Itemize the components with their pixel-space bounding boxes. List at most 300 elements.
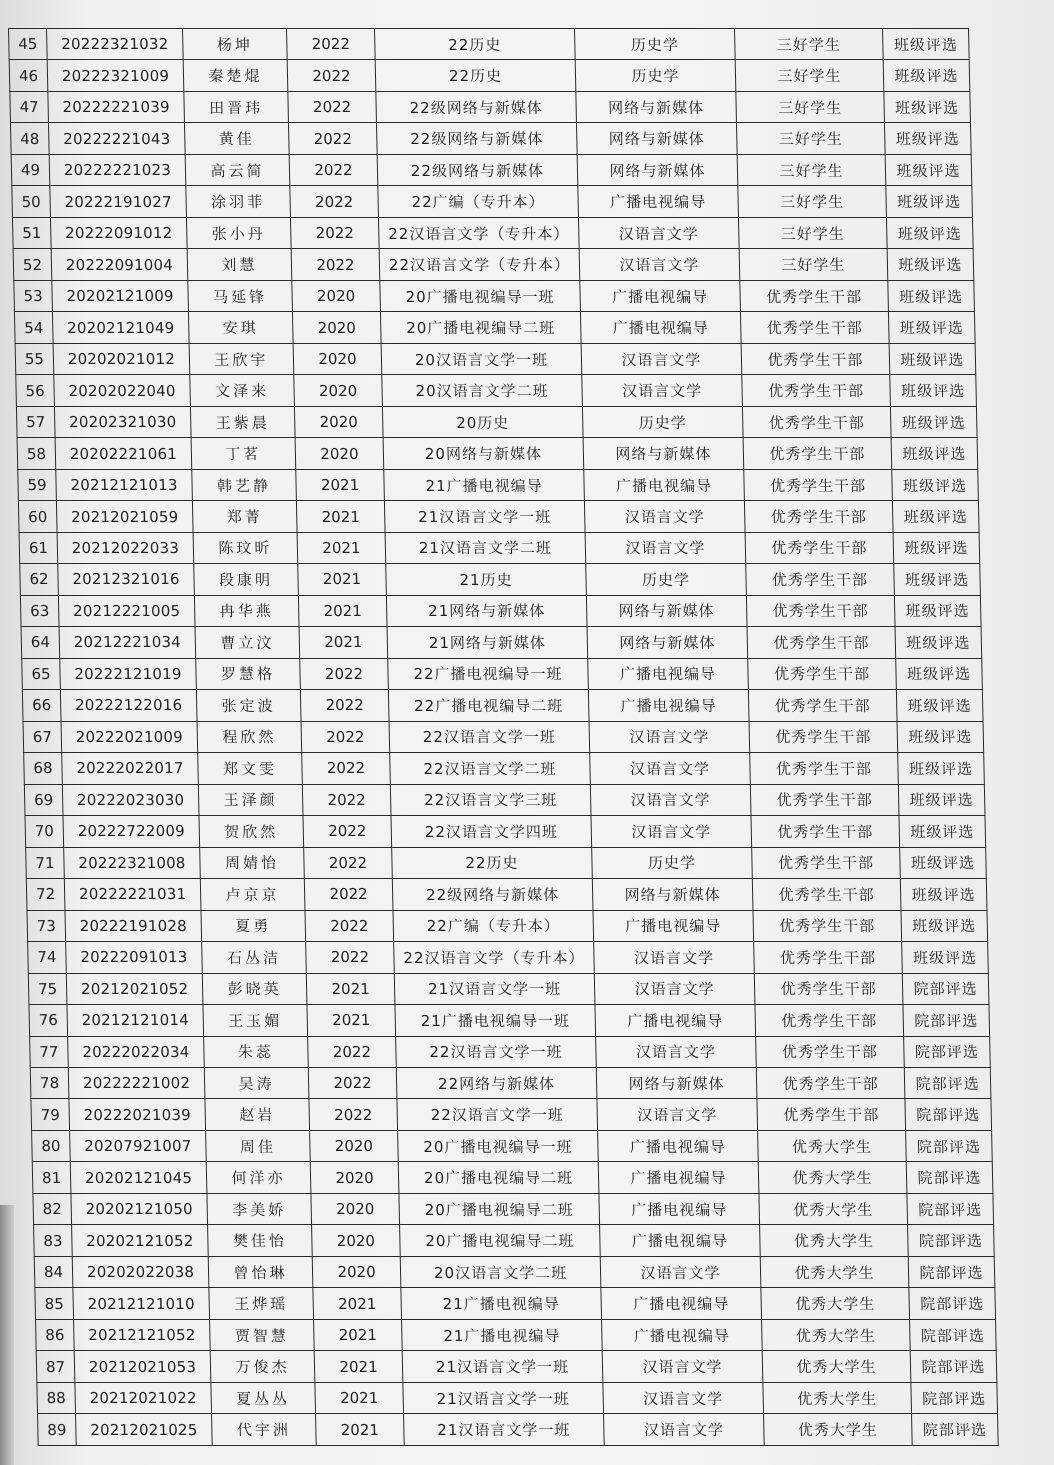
row-number-cell: 67 [23,721,62,752]
table-row [27,910,988,941]
award-title-cell: 优秀学生干部 [748,690,897,721]
row-number-cell: 65 [22,658,61,689]
class-name-cell: 21汉语言文学一班 [402,1351,603,1382]
table-row [34,1225,995,1256]
award-title-cell: 优秀大学生 [758,1162,907,1193]
table-row [22,690,983,721]
student-name-cell: 冉华燕 [194,595,299,626]
class-name-cell: 21历史 [386,564,587,595]
class-name-cell: 22历史 [392,847,593,878]
row-number-cell: 53 [14,280,53,311]
table-row [13,249,974,280]
student-name-cell: 贾智慧 [210,1319,315,1350]
selection-type-cell: 班级评选 [887,249,974,280]
award-title-cell: 优秀学生干部 [756,1067,905,1098]
student-id-cell: 20202121052 [72,1225,209,1256]
row-number-cell: 79 [31,1099,70,1130]
award-title-cell: 优秀学生干部 [754,942,903,973]
student-name-cell: 夏勇 [201,910,306,941]
page-edge-shadow [0,1205,14,1465]
table-row [9,29,970,60]
selection-type-cell: 院部评选 [912,1414,999,1446]
selection-type-cell: 班级评选 [902,942,989,973]
award-title-cell: 优秀学生干部 [750,753,899,784]
award-title-cell: 三好学生 [735,60,884,91]
table-row [26,847,987,878]
grade-year-cell: 2020 [292,280,381,311]
selection-type-cell: 班级评选 [886,186,973,217]
table-row [24,753,985,784]
class-name-cell: 20广播电视编导二班 [380,312,581,343]
award-title-cell: 优秀学生干部 [754,973,903,1004]
class-name-cell: 20汉语言文学一班 [381,343,582,374]
selection-type-cell: 班级评选 [890,375,977,406]
table-row [35,1288,996,1319]
award-title-cell: 优秀大学生 [760,1256,909,1287]
row-number-cell: 62 [20,564,59,595]
student-id-cell: 20212121014 [67,1005,204,1036]
student-id-cell: 20202221061 [55,438,192,469]
major-cell: 广播电视编导 [580,312,741,343]
class-name-cell: 22级网络与新媒体 [377,154,578,185]
class-name-cell: 22汉语言文学一班 [397,1099,598,1130]
student-id-cell: 20222122016 [60,690,197,721]
award-title-cell: 优秀学生干部 [746,564,895,595]
award-title-cell: 优秀大学生 [759,1193,908,1224]
major-cell: 广播电视编导 [600,1225,761,1256]
table-row [12,217,973,248]
class-name-cell: 21汉语言文学一班 [394,973,595,1004]
selection-type-cell: 班级评选 [897,721,984,752]
class-name-cell: 22汉语言文学四班 [391,816,592,847]
table-row [30,1067,991,1098]
row-number-cell: 84 [34,1256,73,1287]
table-row [12,186,973,217]
grade-year-cell: 2020 [293,343,382,374]
selection-type-cell: 班级评选 [898,753,985,784]
table-row [11,154,972,185]
student-id-cell: 20202321030 [54,406,191,437]
student-name-cell: 杨坤 [183,29,288,60]
student-id-cell: 20222321009 [47,60,184,91]
grade-year-cell: 2020 [294,375,383,406]
table-row [34,1256,995,1287]
selection-type-cell: 院部评选 [911,1382,998,1413]
row-number-cell: 70 [25,816,64,847]
student-name-cell: 夏丛丛 [211,1382,316,1413]
class-name-cell: 21广播电视编导 [401,1288,602,1319]
grade-year-cell: 2022 [301,721,390,752]
class-name-cell: 20广播电视编导一班 [380,280,581,311]
table-row [19,532,980,563]
selection-type-cell: 班级评选 [899,816,986,847]
student-id-cell: 20212021022 [75,1382,212,1413]
student-id-cell: 20212022033 [57,532,194,563]
table-row [20,564,981,595]
grade-year-cell: 2022 [303,816,392,847]
grade-year-cell: 2021 [314,1319,403,1350]
major-cell: 汉语言文学 [579,249,740,280]
major-cell: 汉语言文学 [594,942,755,973]
major-cell: 广播电视编导 [593,910,754,941]
row-number-cell: 78 [30,1067,69,1098]
award-title-cell: 优秀大学生 [760,1225,909,1256]
row-number-cell: 71 [26,847,65,878]
major-cell: 网络与新媒体 [576,123,737,154]
row-number-cell: 55 [15,343,54,374]
selection-type-cell: 院部评选 [908,1256,995,1287]
student-name-cell: 王欣宇 [189,343,294,374]
selection-type-cell: 班级评选 [892,501,979,532]
major-cell: 网络与新媒体 [577,154,738,185]
student-name-cell: 周佳 [206,1130,311,1161]
student-id-cell: 20212121052 [74,1319,211,1350]
award-title-cell: 三好学生 [735,29,884,60]
grade-year-cell: 2022 [287,60,376,91]
student-id-cell: 20222121019 [60,658,197,689]
student-id-cell: 20222023030 [62,784,199,815]
table-row [15,343,976,374]
award-title-cell: 三好学生 [738,186,887,217]
class-name-cell: 22汉语言文学一班 [389,721,590,752]
row-number-cell: 56 [16,375,55,406]
student-id-cell: 20212021025 [76,1414,213,1446]
award-title-cell: 三好学生 [736,123,885,154]
student-name-cell: 彭晓英 [202,973,307,1004]
student-id-cell: 20207921007 [70,1130,207,1161]
grade-year-cell: 2022 [290,186,379,217]
row-number-cell: 85 [35,1288,74,1319]
student-name-cell: 周婧怡 [200,847,305,878]
selection-type-cell: 班级评选 [900,879,987,910]
class-name-cell: 21汉语言文学一班 [384,501,585,532]
grade-year-cell: 2022 [288,123,377,154]
row-number-cell: 83 [34,1225,73,1256]
award-title-cell: 优秀学生干部 [752,879,901,910]
student-id-cell: 20222021009 [61,721,198,752]
award-title-cell: 三好学生 [737,154,886,185]
class-name-cell: 22广编（专升本） [378,186,579,217]
table-row [10,91,971,122]
award-title-cell: 优秀大学生 [764,1414,913,1446]
row-number-cell: 47 [10,91,49,122]
student-id-cell: 20222022034 [68,1036,205,1067]
row-number-cell: 63 [20,595,59,626]
table-row [20,595,981,626]
student-name-cell: 王泽颜 [198,784,303,815]
student-name-cell: 秦楚焜 [183,60,288,91]
student-name-cell: 黄佳 [184,123,289,154]
grade-year-cell: 2021 [296,501,385,532]
grade-year-cell: 2020 [292,312,381,343]
student-name-cell: 万俊杰 [210,1351,315,1382]
row-number-cell: 61 [19,532,58,563]
row-number-cell: 88 [37,1382,76,1413]
major-cell: 历史学 [592,847,753,878]
row-number-cell: 69 [24,784,63,815]
grade-year-cell: 2022 [302,753,391,784]
table-row [17,438,978,469]
row-number-cell: 86 [36,1319,75,1350]
row-number-cell: 60 [18,501,57,532]
student-id-cell: 20222021039 [69,1099,206,1130]
table-row [16,375,977,406]
grade-year-cell: 2020 [311,1193,400,1224]
major-cell: 网络与新媒体 [592,879,753,910]
grade-year-cell: 2022 [290,217,379,248]
class-name-cell: 22汉语言文学一班 [396,1036,597,1067]
major-cell: 历史学 [575,29,736,60]
class-name-cell: 21汉语言文学二班 [385,532,586,563]
award-title-cell: 优秀大学生 [762,1319,911,1350]
major-cell: 广播电视编导 [588,690,749,721]
major-cell: 广播电视编导 [584,469,745,500]
grade-year-cell: 2021 [306,973,395,1004]
grade-year-cell: 2020 [295,438,384,469]
selection-type-cell: 院部评选 [906,1162,993,1193]
major-cell: 历史学 [582,406,743,437]
class-name-cell: 21汉语言文学一班 [403,1382,604,1413]
major-cell: 汉语言文学 [585,532,746,563]
student-name-cell: 贺欣然 [199,816,304,847]
row-number-cell: 50 [12,186,51,217]
student-name-cell: 曾怡琳 [208,1256,313,1287]
selection-type-cell: 班级评选 [888,280,975,311]
major-cell: 汉语言文学 [594,973,755,1004]
award-title-cell: 优秀学生干部 [756,1036,905,1067]
grade-year-cell: 2021 [316,1414,405,1446]
major-cell: 广播电视编导 [599,1193,760,1224]
grade-year-cell: 2022 [309,1099,398,1130]
student-name-cell: 曹立汶 [195,627,300,658]
grade-year-cell: 2021 [297,532,386,563]
selection-type-cell: 班级评选 [891,438,978,469]
grade-year-cell: 2021 [299,627,388,658]
award-title-cell: 优秀学生干部 [748,658,897,689]
table-row [32,1130,993,1161]
grade-year-cell: 2022 [306,942,395,973]
table-row [18,501,979,532]
row-number-cell: 46 [9,60,48,91]
award-title-cell: 优秀学生干部 [744,501,893,532]
table-body [9,29,999,1446]
table-row [31,1099,992,1130]
class-name-cell: 21广播电视编导 [402,1319,603,1350]
student-id-cell: 20202021012 [53,343,190,374]
class-name-cell: 20汉语言文学二班 [382,375,583,406]
class-name-cell: 22汉语言文学（专升本） [379,249,580,280]
grade-year-cell: 2021 [315,1382,404,1413]
major-cell: 汉语言文学 [590,753,751,784]
table-row [21,627,982,658]
grade-year-cell: 2022 [300,690,389,721]
major-cell: 网络与新媒体 [576,91,737,122]
class-name-cell: 22广播电视编导一班 [388,658,589,689]
selection-type-cell: 班级评选 [885,154,972,185]
award-title-cell: 优秀学生干部 [757,1099,906,1130]
student-name-cell: 马延锋 [188,280,293,311]
class-name-cell: 20广播电视编导二班 [398,1162,599,1193]
student-name-cell: 何洋亦 [206,1162,311,1193]
student-name-cell: 程欣然 [197,721,302,752]
row-number-cell: 89 [38,1414,77,1446]
student-id-cell: 20222321032 [47,29,184,60]
award-title-cell: 三好学生 [738,217,887,248]
award-title-cell: 优秀学生干部 [750,784,899,815]
selection-type-cell: 院部评选 [903,1005,990,1036]
student-name-cell: 朱蕊 [204,1036,309,1067]
class-name-cell: 22历史 [375,29,576,60]
class-name-cell: 20广播电视编导一班 [398,1130,599,1161]
major-cell: 汉语言文学 [591,816,752,847]
award-title-cell: 优秀学生干部 [742,375,891,406]
student-name-cell: 张定波 [196,690,301,721]
row-number-cell: 48 [10,123,49,154]
table-row [38,1414,999,1446]
row-number-cell: 74 [28,942,67,973]
major-cell: 网络与新媒体 [583,438,744,469]
student-name-cell: 文泽来 [190,375,295,406]
student-id-cell: 20212221034 [59,627,196,658]
award-title-cell: 优秀学生干部 [742,406,891,437]
award-title-cell: 优秀学生干部 [747,627,896,658]
major-cell: 广播电视编导 [588,658,749,689]
student-id-cell: 20202121009 [52,280,189,311]
major-cell: 汉语言文学 [603,1382,764,1413]
student-id-cell: 20202121050 [71,1193,208,1224]
student-name-cell: 王玉媚 [203,1005,308,1036]
selection-type-cell: 班级评选 [888,312,975,343]
row-number-cell: 72 [26,879,65,910]
table-row [29,1005,990,1036]
student-name-cell: 王紫晨 [190,406,295,437]
grade-year-cell: 2021 [296,469,385,500]
selection-type-cell: 院部评选 [904,1067,991,1098]
student-id-cell: 20222221043 [48,123,185,154]
table-row [36,1319,997,1350]
student-id-cell: 20212021059 [56,501,193,532]
table-row [18,469,979,500]
student-id-cell: 20212321016 [58,564,195,595]
grade-year-cell: 2022 [289,154,378,185]
grade-year-cell: 2022 [308,1036,397,1067]
major-cell: 汉语言文学 [597,1099,758,1130]
selection-type-cell: 班级评选 [889,343,976,374]
table-row [33,1193,994,1224]
grade-year-cell: 2022 [288,91,377,122]
selection-type-cell: 班级评选 [884,123,971,154]
major-cell: 汉语言文学 [590,784,751,815]
award-title-cell: 优秀大学生 [763,1382,912,1413]
class-name-cell: 22汉语言文学二班 [390,753,591,784]
major-cell: 广播电视编导 [598,1130,759,1161]
class-name-cell: 22广播电视编导二班 [388,690,589,721]
table-row [25,816,986,847]
class-name-cell: 22汉语言文学（专升本） [378,217,579,248]
class-name-cell: 22级网络与新媒体 [376,123,577,154]
grade-year-cell: 2021 [298,564,387,595]
major-cell: 历史学 [586,564,747,595]
student-name-cell: 田晋玮 [184,91,289,122]
student-id-cell: 20222722009 [63,816,200,847]
student-id-cell: 20222091013 [66,942,203,973]
major-cell: 汉语言文学 [589,721,750,752]
award-title-cell: 优秀学生干部 [744,469,893,500]
class-name-cell: 20历史 [382,406,583,437]
class-name-cell: 21广播电视编导 [384,469,585,500]
row-number-cell: 59 [18,469,57,500]
award-title-cell: 优秀学生干部 [743,438,892,469]
major-cell: 网络与新媒体 [586,595,747,626]
major-cell: 广播电视编导 [580,280,741,311]
selection-type-cell: 班级评选 [896,690,983,721]
student-id-cell: 20222321008 [64,847,201,878]
grade-year-cell: 2020 [310,1130,399,1161]
row-number-cell: 73 [27,910,66,941]
row-number-cell: 75 [28,973,67,1004]
grade-year-cell: 2022 [287,29,376,60]
selection-type-cell: 班级评选 [890,406,977,437]
selection-type-cell: 班级评选 [898,784,985,815]
class-name-cell: 21网络与新媒体 [386,595,587,626]
award-title-cell: 优秀学生干部 [752,847,901,878]
student-id-cell: 20212121010 [73,1288,210,1319]
selection-type-cell: 班级评选 [883,29,970,60]
student-name-cell: 赵岩 [205,1099,310,1130]
student-name-cell: 安琪 [188,312,293,343]
table-row [14,280,975,311]
major-cell: 广播电视编导 [595,1005,756,1036]
table-row [23,721,984,752]
major-cell: 汉语言文学 [581,343,742,374]
major-cell: 汉语言文学 [596,1036,757,1067]
award-title-cell: 优秀学生干部 [753,910,902,941]
row-number-cell: 52 [13,249,52,280]
selection-type-cell: 班级评选 [884,91,971,122]
selection-type-cell: 班级评选 [896,658,983,689]
table-row [22,658,983,689]
class-name-cell: 21网络与新媒体 [387,627,588,658]
grade-year-cell: 2021 [298,595,387,626]
student-name-cell: 段康明 [194,564,299,595]
student-name-cell: 代宇洲 [212,1414,317,1446]
student-id-cell: 20212021052 [66,973,203,1004]
row-number-cell: 51 [12,217,51,248]
student-id-cell: 20202121049 [52,312,189,343]
student-name-cell: 韩艺静 [192,469,297,500]
selection-type-cell: 班级评选 [892,469,979,500]
student-id-cell: 20202121045 [70,1162,207,1193]
grade-year-cell: 2022 [304,847,393,878]
major-cell: 汉语言文学 [582,375,743,406]
row-number-cell: 58 [17,438,56,469]
class-name-cell: 22级网络与新媒体 [392,879,593,910]
award-title-cell: 优秀大学生 [762,1351,911,1382]
student-name-cell: 丁茗 [191,438,296,469]
major-cell: 汉语言文学 [600,1256,761,1287]
award-title-cell: 三好学生 [736,91,885,122]
selection-type-cell: 班级评选 [900,847,987,878]
student-name-cell: 郑文雯 [198,753,303,784]
award-title-cell: 优秀大学生 [758,1130,907,1161]
row-number-cell: 66 [22,690,61,721]
selection-type-cell: 院部评选 [909,1288,996,1319]
selection-type-cell: 院部评选 [908,1225,995,1256]
table-row [16,406,977,437]
grade-year-cell: 2020 [310,1162,399,1193]
grade-year-cell: 2021 [314,1351,403,1382]
student-name-cell: 卢京京 [200,879,305,910]
